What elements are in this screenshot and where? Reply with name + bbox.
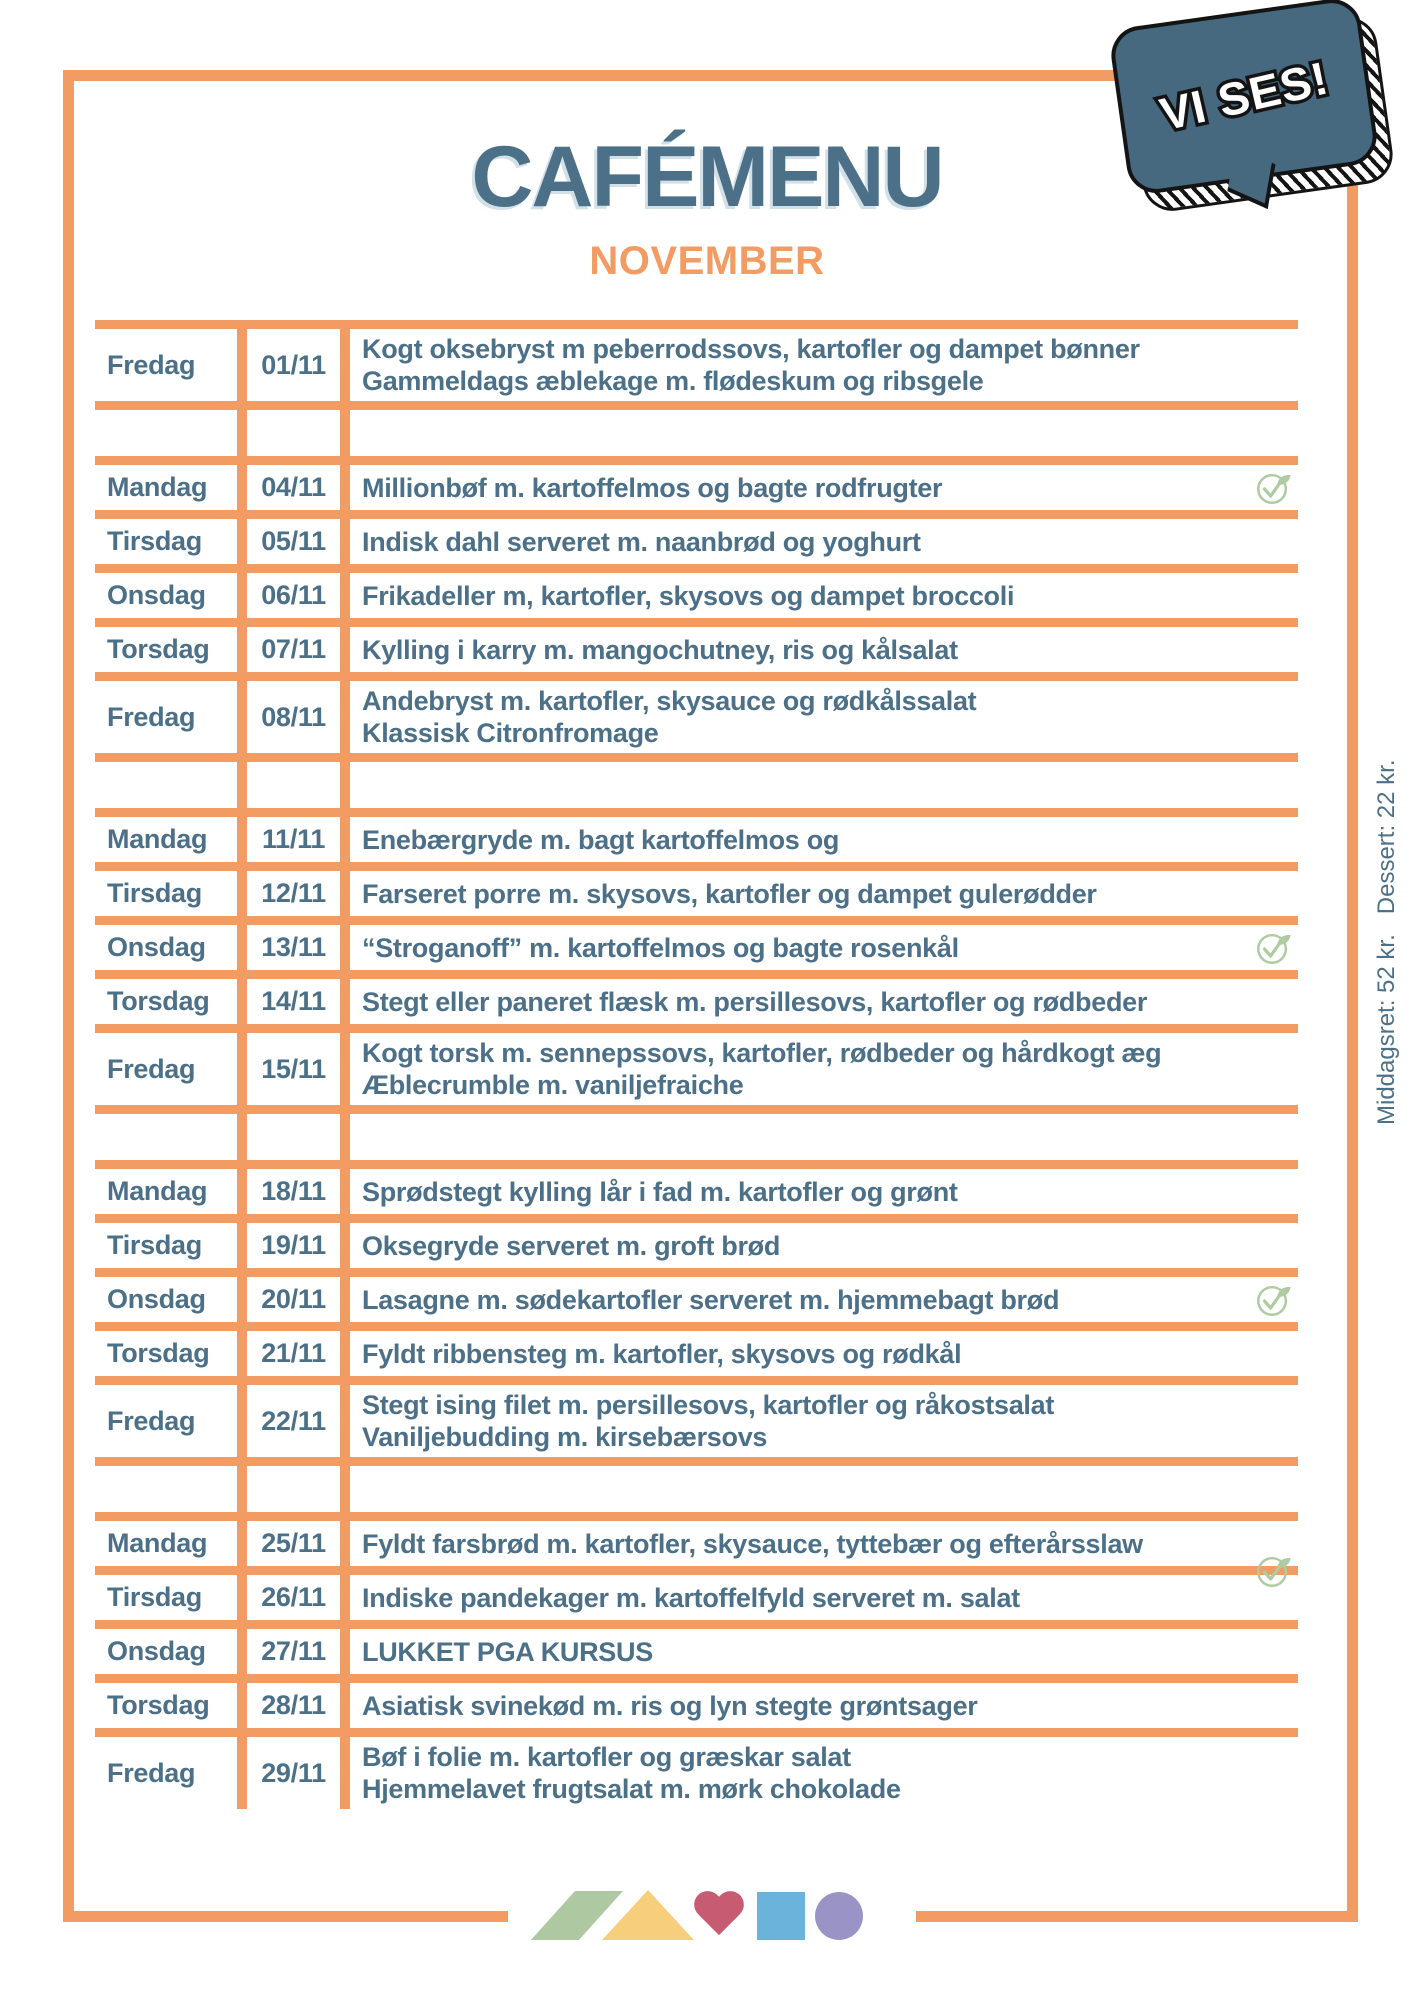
column-separator [237,817,247,862]
table-row [95,1376,1298,1457]
menu-line: Indisk dahl serveret m. naanbrød og yoghurt [362,526,921,557]
menu-cell [350,1683,1298,1728]
table-row [95,1512,1298,1566]
date-cell: 15/11 [261,1053,326,1084]
date-cell: 28/11 [261,1690,326,1720]
column-separator [340,465,350,510]
menu-cell [350,1385,1298,1457]
menu-cell [350,329,1298,401]
column-separator [237,925,247,970]
column-separator [237,762,247,808]
date-cell: 13/11 [261,932,326,962]
date-cell: 05/11 [261,526,326,556]
day-cell: Tirsdag [107,526,202,556]
date-cell: 04/11 [261,472,326,502]
week-spacer-row [95,1457,1298,1512]
menu-line: Andebryst m. kartofler, skysauce og rødkålssalat [362,686,977,716]
column-separator [340,1114,350,1160]
week-spacer-row [95,753,1298,808]
date-cell: 21/11 [261,1338,326,1368]
column-separator [340,1737,350,1809]
menu-cell [350,1575,1298,1620]
menu-cell [350,1033,1298,1105]
menu-cell [350,519,1298,564]
badge-speech-bubble [1108,0,1381,197]
menu-line: Sprødstegt kylling lår i fad m. kartofler og grønt [362,1176,958,1207]
menu-cell [350,1466,1298,1512]
menu-line: Frikadeller m, kartofler, skysovs og dampet broccoli [362,580,1015,611]
menu-line: Fyldt farsbrød m. kartofler, skysauce, tyttebær og efterårsslaw [362,1528,1143,1559]
table-row [95,916,1298,970]
column-separator [237,573,247,618]
day-cell: Onsdag [107,580,206,610]
column-separator [340,1169,350,1214]
menu-cell [350,1277,1298,1322]
table-row [95,1160,1298,1214]
column-separator [340,1466,350,1512]
date-cell [247,1114,340,1160]
menu-cell [350,1331,1298,1376]
column-separator [237,1331,247,1376]
column-separator [340,925,350,970]
bottom-shapes [530,1888,890,1946]
date-cell: 14/11 [261,986,326,1016]
table-row [95,320,1298,401]
date-cell: 19/11 [261,1230,326,1260]
day-cell: Fredag [107,1757,196,1788]
column-separator [340,1331,350,1376]
day-cell [95,1114,237,1160]
column-separator [237,1466,247,1512]
menu-cell [350,681,1298,753]
column-separator [237,1385,247,1457]
table-row [95,862,1298,916]
day-cell [95,1466,237,1512]
badge-label: VI SES! [1155,51,1333,141]
menu-line: Kogt oksebryst m peberrodssovs, kartofler og dampet bønner [362,334,1140,364]
column-separator [237,1683,247,1728]
table-row [95,564,1298,618]
column-separator [340,1629,350,1674]
column-separator [340,410,350,456]
menu-line: Kylling i karry m. mangochutney, ris og kålsalat [362,634,958,665]
day-cell: Torsdag [107,1338,210,1368]
day-cell: Onsdag [107,1284,206,1314]
column-separator [340,1683,350,1728]
menu-cell [350,410,1298,456]
day-cell: Torsdag [107,1690,210,1720]
table-row [95,456,1298,510]
page-subtitle: NOVEMBER [589,239,825,283]
day-cell [95,762,237,808]
column-separator [237,627,247,672]
column-separator [237,1737,247,1809]
table-row [95,1214,1298,1268]
heart-shape [692,1892,746,1940]
column-separator [237,519,247,564]
menu-line: “Stroganoff” m. kartoffelmos og bagte rosenkål [362,932,959,963]
column-separator [340,1385,350,1457]
column-separator [340,1033,350,1105]
column-separator [237,681,247,753]
menu-line: Stegt eller paneret flæsk m. persillesovs, kartofler og rødbeder [362,986,1148,1017]
day-cell: Torsdag [107,986,210,1016]
menu-line: Klassisk Citronfromage [362,718,659,748]
column-separator [340,1521,350,1566]
date-cell: 01/11 [261,349,326,380]
menu-cell [350,1223,1298,1268]
menu-cell [350,465,1298,510]
date-cell: 06/11 [261,580,326,610]
menu-cell [350,627,1298,672]
vegetarian-leaf-icon [1254,1552,1292,1590]
menu-cell [350,1114,1298,1160]
menu-cell [350,762,1298,808]
menu-line: Fyldt ribbensteg m. kartofler, skysovs og rødkål [362,1338,962,1369]
price-note-vertical: Middagsret: 52 kr. Dessert: 22 kr. [1373,759,1400,1125]
column-separator [340,871,350,916]
day-cell: Tirsdag [107,1582,202,1612]
menu-cell [350,1629,1298,1674]
column-separator [237,1575,247,1620]
column-separator [237,1521,247,1566]
date-cell: 08/11 [261,701,326,732]
menu-line: Lasagne m. sødekartofler serveret m. hjemmebagt brød [362,1284,1060,1315]
column-separator [340,573,350,618]
date-cell: 18/11 [261,1176,326,1206]
table-row [95,1024,1298,1105]
date-cell: 25/11 [261,1528,326,1558]
column-separator [237,1629,247,1674]
column-separator [237,465,247,510]
date-cell: 12/11 [261,878,326,908]
circle-shape [815,1892,863,1940]
day-cell: Mandag [107,1528,208,1558]
menu-cell [350,1737,1298,1809]
page-title: CAFÉMENU [471,129,943,225]
day-cell: Onsdag [107,932,206,962]
column-separator [237,1277,247,1322]
menu-cell [350,871,1298,916]
table-row [95,1674,1298,1728]
day-cell [95,410,237,456]
menu-line: Enebærgryde m. bagt kartoffelmos og [362,824,840,855]
week-spacer-row [95,1105,1298,1160]
column-separator [340,681,350,753]
day-cell: Fredag [107,349,196,380]
table-row [95,970,1298,1024]
week-spacer-row [95,401,1298,456]
day-cell: Mandag [107,824,208,854]
table-row [95,1268,1298,1322]
vegetarian-leaf-icon [1254,929,1292,967]
menu-line: LUKKET PGA KURSUS [362,1636,653,1667]
column-separator [340,519,350,564]
date-cell [247,1466,340,1512]
day-cell: Tirsdag [107,1230,202,1260]
vegetarian-leaf-icon [1254,469,1292,507]
table-row [95,510,1298,564]
menu-line: Æblecrumble m. vaniljefraiche [362,1070,744,1100]
day-cell: Onsdag [107,1636,206,1666]
column-separator [237,410,247,456]
column-separator [340,329,350,401]
date-cell: 29/11 [261,1757,326,1788]
vi-ses-badge [1118,12,1370,180]
table-row [95,1620,1298,1674]
date-cell: 11/11 [261,824,326,854]
date-cell [247,762,340,808]
menu-line: Oksegryde serveret m. groft brød [362,1230,781,1261]
column-separator [237,871,247,916]
column-separator [237,1223,247,1268]
menu-line: Hjemmelavet frugtsalat m. mørk chokolade [362,1774,901,1804]
menu-table [95,320,1298,1809]
menu-cell [350,817,1298,862]
day-cell: Mandag [107,1176,208,1206]
column-separator [340,979,350,1024]
menu-line: Farseret porre m. skysovs, kartofler og dampet gulerødder [362,878,1097,909]
date-cell: 20/11 [261,1284,326,1314]
column-separator [237,1033,247,1105]
table-row [95,1728,1298,1809]
vegetarian-leaf-icon [1254,1281,1292,1319]
date-cell [247,410,340,456]
date-cell: 26/11 [261,1582,326,1612]
table-row [95,618,1298,672]
menu-line: Stegt ising filet m. persillesovs, kartofler og råkostsalat [362,1390,1055,1420]
table-row [95,1322,1298,1376]
column-separator [340,762,350,808]
date-cell: 22/11 [261,1405,326,1436]
menu-line: Bøf i folie m. kartofler og græskar salat [362,1742,851,1772]
day-cell: Torsdag [107,634,210,664]
square-shape [757,1892,805,1940]
table-row [95,672,1298,753]
column-separator [237,329,247,401]
column-separator [340,817,350,862]
menu-cell [350,1169,1298,1214]
day-cell: Fredag [107,1405,196,1436]
date-cell: 27/11 [261,1636,326,1666]
menu-cell [350,1521,1298,1566]
column-separator [237,1114,247,1160]
menu-line: Vaniljebudding m. kirsebærsovs [362,1422,768,1452]
column-separator [340,1575,350,1620]
menu-cell [350,979,1298,1024]
table-row [95,1566,1298,1620]
menu-line: Gammeldags æblekage m. flødeskum og ribsgele [362,366,984,396]
menu-line: Asiatisk svinekød m. ris og lyn stegte grøntsager [362,1690,978,1721]
day-cell: Fredag [107,701,196,732]
menu-line: Kogt torsk m. sennepssovs, kartofler, rødbeder og hårdkogt æg [362,1038,1162,1068]
column-separator [237,1169,247,1214]
column-separator [340,627,350,672]
table-row [95,808,1298,862]
day-cell: Tirsdag [107,878,202,908]
column-separator [340,1277,350,1322]
menu-cell [350,573,1298,618]
triangle-shape [602,1890,694,1940]
day-cell: Mandag [107,472,208,502]
menu-cell [350,925,1298,970]
day-cell: Fredag [107,1053,196,1084]
date-cell: 07/11 [261,634,326,664]
menu-line: Indiske pandekager m. kartoffelfyld serveret m. salat [362,1582,1020,1613]
column-separator [340,1223,350,1268]
menu-line: Millionbøf m. kartoffelmos og bagte rodfrugter [362,472,943,503]
column-separator [237,979,247,1024]
